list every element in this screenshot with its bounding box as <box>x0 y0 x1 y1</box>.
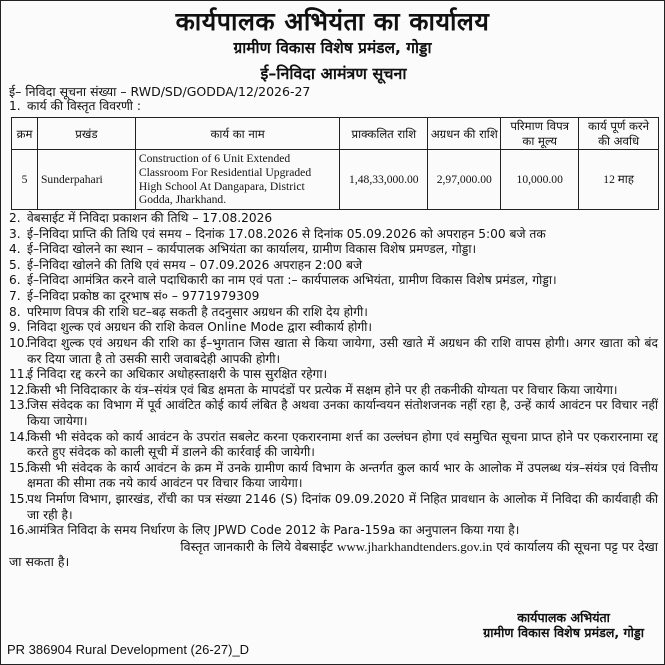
item-text: निविदा शुल्क एवं अग्रधन की राशि का ई–भुगतान जिस खाता से किया जायेगा, उसी खाते में अग्रधन की राशि वापस होगी। अगर खाता को बंद कर दिया जाता है तो उसकी सारी जवाबदेही आपकी होगी। <box>27 335 658 366</box>
cell-sno: 5 <box>12 150 38 210</box>
item-number: 5. <box>9 257 21 272</box>
item-text: ई–निविदा प्रकोष्ठ का दूरभाष सं० – 9771979309 <box>27 289 260 304</box>
works-table <box>11 117 659 210</box>
item-number: 15. <box>9 492 29 507</box>
item-number: 8. <box>9 304 21 319</box>
col-header-block: प्रखंड <box>37 118 135 150</box>
notice-number: ई– निविदा सूचना संख्या – RWD/SD/GODDA/12/2026-27 <box>9 83 311 99</box>
cell-earnest-money: 2,97,000.00 <box>428 150 501 210</box>
cell-bid-document-cost: 10,000.00 <box>501 150 579 210</box>
cell-work-name: Construction of 6 Unit Extended Classroom For Residential Upgraded High School At Dangapara, District Godda, Jharkhand. <box>135 150 339 210</box>
item-text: जिस संवेदक का विभाग में पूर्व आवंटित कोई कार्य लंबित है अथवा उनका कार्यान्वयन संतोशजनक नहीं रहा है, उन्हें कार्य आवंटन पर विचार नहीं किया जायेगा। <box>27 398 658 428</box>
website-link[interactable]: www.jharkhandtenders.gov.in <box>336 538 493 554</box>
col-header-completion-period: कार्य पूर्ण करने की अवधि <box>579 118 659 150</box>
item-text: ई–निविदा प्राप्ति की तिथि एवं समय – दिनांक 17.08.2026 से दिनांक 05.09.2026 को अपराहन 5:00 बजे तक <box>27 226 546 241</box>
item-number: 6. <box>9 273 21 288</box>
item-number: 3. <box>9 226 21 241</box>
list-item <box>9 367 658 383</box>
item-text: किसी भी संवेदक को कार्य आवंटन के उपरांत सबलेट करना एकरारनामा शर्त्त का उल्लंघन होगा एवं समुचित सूचना प्राप्त होने पर एकरारनामा रद्द करते हुए संवेदक को काली सूची में डालने की कार्रवाई की जायेगी। <box>27 429 658 460</box>
item-text: ई–निविदा खोलने की तिथि एवं समय – 07.09.2026 अपराहन 2:00 बजे <box>27 257 362 272</box>
list-item <box>9 430 658 461</box>
notice-title: ई–निविदा आमंत्रण सूचना <box>260 63 407 83</box>
website-line-pre: विस्तृत जानकारी के लिये वेबसाईट <box>180 538 333 554</box>
col-header-work-name: कार्य का नाम <box>135 118 339 150</box>
list-item <box>9 211 658 227</box>
item-text: ई निविदा रद्द करने का अधिकार अधोहस्ताक्षरी के पास सुरक्षित रहेगा। <box>27 367 328 382</box>
list-item <box>9 492 658 523</box>
cell-block: Sunderpahari <box>37 150 135 210</box>
item-number: 15. <box>9 460 29 475</box>
list-item <box>9 242 658 258</box>
list-item <box>9 398 658 429</box>
item-number: 7. <box>9 289 21 304</box>
conditions-list <box>9 211 658 539</box>
item-text: आमंत्रित निविदा के समय निर्धारण के लिए JPWD Code 2012 के Para-159a का अनुपालन किया गया है। <box>27 523 520 538</box>
website-info <box>9 539 658 555</box>
list-item <box>9 305 658 321</box>
item-number: 16. <box>9 523 29 538</box>
item-text: निविदा शुल्क एवं अग्रधन की राशि केवल Online Mode द्वारा स्वीकार्य होगी। <box>27 320 373 335</box>
item-number: 10. <box>9 335 29 350</box>
list-item <box>9 336 658 367</box>
item-text: ई–निविदा आमंत्रित करने वाले पदाधिकारी का नाम एवं पता :– कार्यपालक अभियंता, ग्रामीण विकास विशेष प्रमंडल, गोड्डा। <box>27 273 557 288</box>
office-title: कार्यपालक अभियंता का कार्यालय <box>175 7 490 36</box>
pr-number: PR 386904 Rural Development (26-27)_D <box>7 642 250 658</box>
table-row <box>12 150 659 210</box>
item-text: किसी भी संवेदक के कार्य आवंटन के क्रम में उनके ग्रामीण कार्य विभाग के अन्तर्गत कुल कार्य भार के आलोक में उपलब्ध यंत्र–संयंत्र एवं वित्तीय क्षमता की सीमा तक नये कार्य आवंटन पर विचार किया जायेगा। <box>27 460 658 491</box>
signature-block <box>483 610 644 640</box>
item-number: 9. <box>9 320 21 335</box>
website-info-continuation: जा सकता है। <box>9 554 70 570</box>
item-number: 14. <box>9 429 29 444</box>
item-text: पथ निर्माण विभाग, झारखंड, राँची का पत्र संख्या 2146 (S) दिनांक 09.09.2020 में निहित प्रावधान के आलोक में निविदा की कार्यवाही की जा रही है। <box>27 492 658 522</box>
item-text: परिमाण विपत्र की राशि घट–बढ़ सकती है तदनुसार अग्रधन की राशि देय होगी। <box>27 304 368 319</box>
list-item <box>9 523 658 539</box>
signatory-title: कार्यपालक अभियंता <box>517 609 610 625</box>
list-item <box>9 461 658 492</box>
list-item <box>9 227 658 243</box>
item-text: किसी भी निविदाकार के यंत्र–संयंत्र एवं बिड क्षमता के मापदंडों पर प्रत्येक में सक्षम होने पर ही तकनीकी योग्यता पर विचार किया जायेगा। <box>27 382 618 397</box>
list-item <box>9 289 658 305</box>
list-item <box>9 273 658 289</box>
item-text: ई–निविदा खोलने का स्थान – कार्यपालक अभियंता का कार्यालय, ग्रामीण विकास विशेष प्रमण्डल, गोड्डा। <box>27 242 477 257</box>
cell-completion-period: 12 माह <box>579 150 659 210</box>
item-number: 1. <box>9 98 21 113</box>
header <box>1 1 664 58</box>
col-header-bid-document-cost: परिमाण विपत्र का मूल्य <box>501 118 579 150</box>
list-item <box>9 320 658 336</box>
col-header-sno: क्रम <box>12 118 38 150</box>
col-header-estimated-amount: प्राक्कलित राशि <box>340 118 428 150</box>
item-1 <box>9 99 658 115</box>
table-header-row <box>12 118 659 150</box>
signatory-office: ग्रामीण विकास विशेष प्रमंडल, गोड्डा <box>483 624 644 640</box>
item-text: वेबसाईट में निविदा प्रकाशन की तिथि – 17.08.2026 <box>27 211 273 226</box>
item-number: 11. <box>9 367 29 382</box>
item-number: 13. <box>9 398 29 413</box>
list-item <box>9 258 658 274</box>
col-header-earnest-money: अग्रधन की राशि <box>428 118 501 150</box>
item-number: 2. <box>9 211 21 226</box>
cell-estimated-amount: 1,48,33,000.00 <box>340 150 428 210</box>
item-text: कार्य की विस्तृत विवरणी : <box>27 98 141 113</box>
item-number: 4. <box>9 242 21 257</box>
item-number: 12. <box>9 382 29 397</box>
list-item <box>9 383 658 399</box>
website-line-post: एवं कार्यालय की सूचना पट्ट पर देखा <box>496 538 658 554</box>
office-subtitle: ग्रामीण विकास विशेष प्रमंडल, गोड्डा <box>233 39 432 57</box>
